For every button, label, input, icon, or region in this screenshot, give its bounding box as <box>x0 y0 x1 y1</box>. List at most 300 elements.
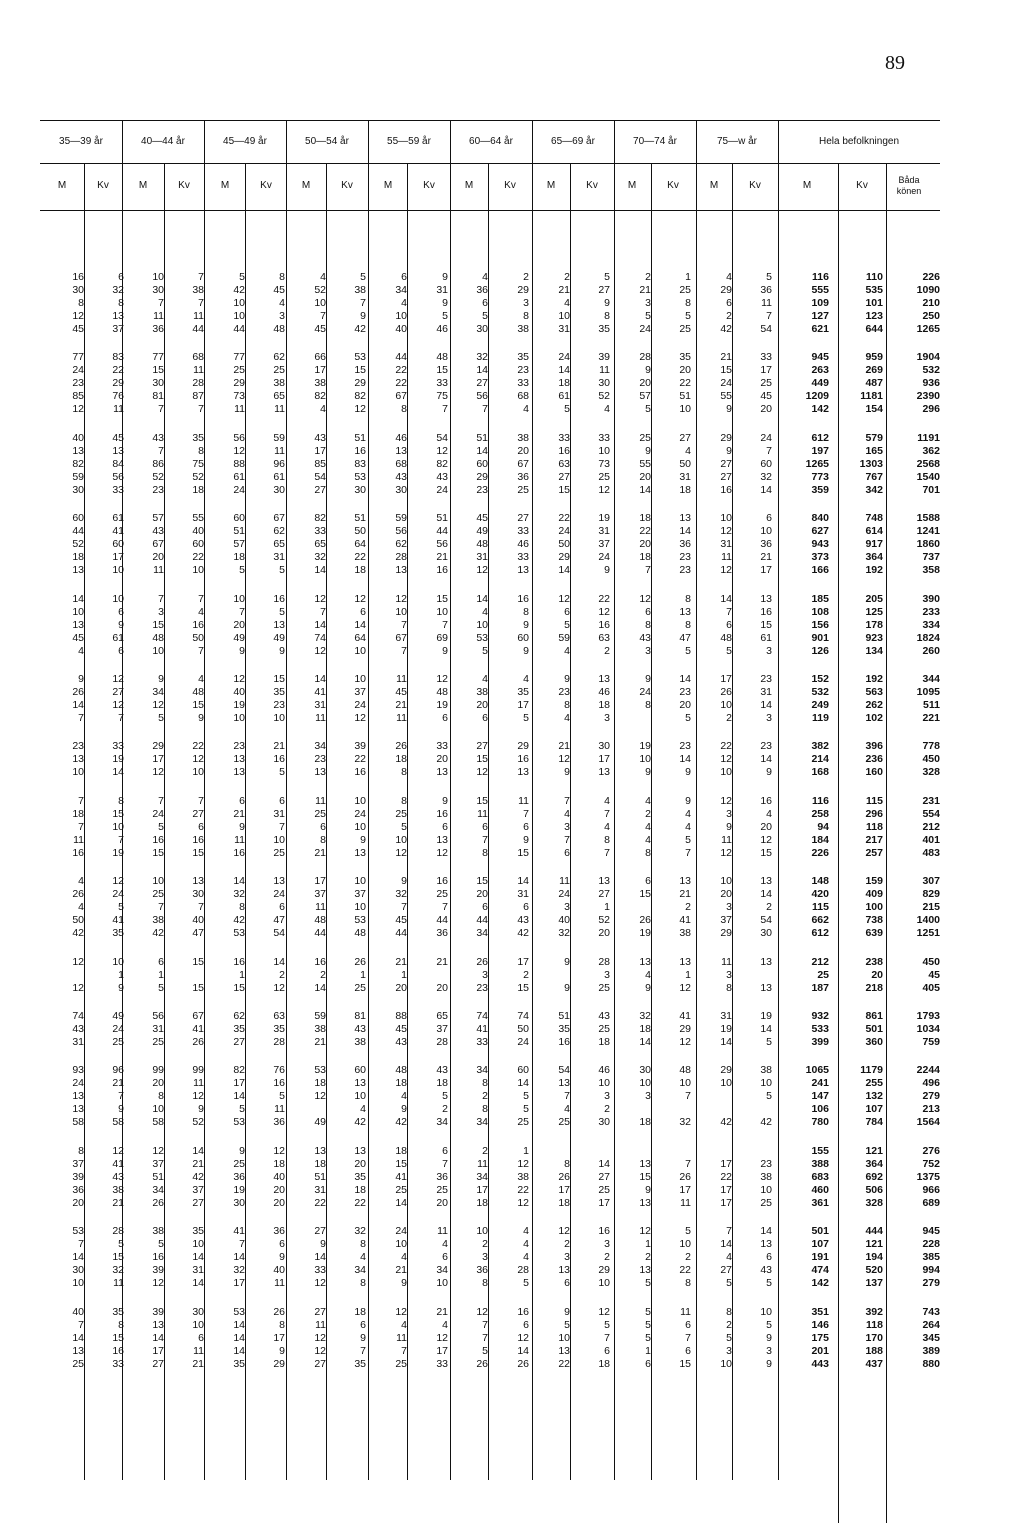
table-cell: 137 <box>865 1277 883 1290</box>
table-cell: 12 <box>436 673 448 685</box>
table-cell: 67 <box>395 390 407 403</box>
table-cell: 34 <box>476 1170 488 1183</box>
table-cell: 12 <box>720 794 732 807</box>
table-cell: 12 <box>152 699 164 711</box>
subcolumn-divider <box>84 163 85 1480</box>
table-cell: 83 <box>112 351 124 364</box>
table-cell: 52 <box>598 390 610 403</box>
table-cell: 44 <box>476 914 488 927</box>
table-cell: 38 <box>679 927 691 940</box>
table-cell: 6 <box>523 901 529 914</box>
table-cell: 43 <box>639 631 651 644</box>
table-cell: 12 <box>72 981 84 994</box>
table-cell: 13 <box>558 1264 570 1277</box>
table-cell: 84 <box>112 457 124 470</box>
table-cell: 236 <box>865 753 883 766</box>
table-cell: 12 <box>476 766 488 779</box>
table-cell: 16 <box>273 753 285 766</box>
table-cell: 8 <box>482 1103 488 1116</box>
table-cell: 214 <box>811 753 829 766</box>
table-cell: 39 <box>152 1305 164 1318</box>
table-cell: 57 <box>233 538 245 551</box>
table-cell: 7 <box>564 794 570 807</box>
table-cell: 10 <box>760 1183 772 1196</box>
table-cell: 20 <box>152 1077 164 1090</box>
sex-column-header: M <box>802 180 812 191</box>
table-cell: 22 <box>395 364 407 377</box>
table-cell: 25 <box>517 483 529 496</box>
table-cell: 759 <box>922 1036 940 1048</box>
table-cell: 26 <box>273 1305 285 1318</box>
table-cell: 4 <box>482 673 488 685</box>
table-cell: 5 <box>685 644 691 657</box>
table-cell: 12 <box>314 1090 326 1103</box>
table-cell: 32 <box>558 927 570 940</box>
table-cell: 7 <box>564 1090 570 1103</box>
table-cell: 168 <box>811 766 829 779</box>
table-cell: 6 <box>442 820 448 833</box>
table-cell: 4 <box>523 1225 529 1238</box>
table-cell: 945 <box>922 1225 940 1238</box>
table-cell: 2 <box>766 901 772 914</box>
table-cell: 405 <box>922 981 940 994</box>
table-cell: 35 <box>354 1357 366 1370</box>
sex-column-header: Kv <box>260 180 272 191</box>
table-cell: 9 <box>645 444 651 457</box>
table-cell: 16 <box>72 846 84 859</box>
table-cell: 13 <box>354 1077 366 1090</box>
table-cell: 10 <box>112 564 124 577</box>
table-cell: 43 <box>598 1010 610 1022</box>
table-cell: 1191 <box>917 431 940 444</box>
table-cell: 10 <box>273 833 285 846</box>
table-cell: 121 <box>865 1238 883 1251</box>
table-cell: 74 <box>314 631 326 644</box>
table-cell: 57 <box>152 512 164 525</box>
table-cell: 108 <box>811 605 829 618</box>
table-cell: 2244 <box>916 1064 940 1077</box>
table-cell: 24 <box>395 1225 407 1238</box>
table-cell: 13 <box>760 981 772 994</box>
table-cell: 10 <box>639 753 651 766</box>
table-cell: 4 <box>78 644 84 657</box>
table-cell: 48 <box>354 927 366 940</box>
table-cell: 20 <box>760 403 772 416</box>
table-cell: 125 <box>865 605 883 618</box>
table-cell: 75 <box>436 390 448 403</box>
table-cell: 59 <box>395 512 407 525</box>
table-cell: 16 <box>558 1036 570 1048</box>
table-cell: 23 <box>558 686 570 698</box>
table-cell: 24 <box>112 888 124 901</box>
table-cell: 8 <box>726 981 732 994</box>
table-cell: 11 <box>234 833 245 846</box>
table-cell: 8 <box>523 310 529 322</box>
table-cell: 18 <box>558 377 570 390</box>
table-cell: 943 <box>811 538 829 551</box>
table-cell: 8 <box>645 846 651 859</box>
table-cell: 101 <box>865 297 883 309</box>
table-cell: 511 <box>923 699 940 711</box>
table-cell: 15 <box>192 699 204 711</box>
table-cell: 21 <box>233 807 245 820</box>
table-cell: 7 <box>401 901 407 914</box>
table-cell: 11 <box>315 901 326 914</box>
column-divider <box>778 120 779 1480</box>
table-cell: 390 <box>922 592 940 605</box>
table-cell: 16 <box>192 618 204 631</box>
table-cell: 85 <box>314 457 326 470</box>
table-cell: 12 <box>517 1196 529 1209</box>
table-cell: 8 <box>279 271 285 283</box>
table-cell: 9 <box>118 1103 124 1116</box>
table-cell: 34 <box>354 1264 366 1277</box>
table-cell: 23 <box>517 364 529 377</box>
table-cell: 8 <box>239 901 245 914</box>
table-cell: 1588 <box>916 512 940 525</box>
table-cell: 269 <box>865 364 883 377</box>
table-cell: 12 <box>72 955 84 968</box>
subcolumn-divider <box>326 163 327 1480</box>
table-cell: 6 <box>442 1144 448 1157</box>
table-cell: 19 <box>639 927 651 940</box>
table-cell: 554 <box>922 807 940 820</box>
table-cell: 5 <box>604 271 610 283</box>
table-cell: 10 <box>558 310 570 322</box>
table-cell: 5 <box>482 310 488 322</box>
table-cell: 26 <box>558 1170 570 1183</box>
table-cell: 51 <box>233 525 245 538</box>
table-cell: 19 <box>112 846 124 859</box>
table-cell: 6 <box>645 1357 651 1370</box>
table-cell: 19 <box>233 1183 245 1196</box>
table-cell: 3 <box>523 297 529 309</box>
table-cell: 221 <box>922 712 940 724</box>
table-cell: 55 <box>192 512 204 525</box>
table-cell: 26 <box>72 686 84 698</box>
table-cell: 4 <box>523 1251 529 1264</box>
table-cell: 14 <box>233 875 245 888</box>
table-cell: 5 <box>685 310 691 322</box>
table-cell: 12 <box>476 564 488 577</box>
table-cell: 31 <box>760 686 772 698</box>
table-cell: 9 <box>401 875 407 888</box>
table-cell: 4 <box>198 605 204 618</box>
table-cell: 12 <box>273 981 285 994</box>
table-cell: 45 <box>928 968 940 981</box>
table-cell: 9 <box>442 794 448 807</box>
table-cell: 218 <box>865 981 883 994</box>
table-cell: 107 <box>865 1103 883 1116</box>
table-cell: 16 <box>152 833 164 846</box>
table-cell: 401 <box>922 833 940 846</box>
table-cell: 5 <box>645 403 651 416</box>
table-cell: 501 <box>865 1023 883 1035</box>
table-cell: 25 <box>817 968 829 981</box>
table-cell: 55 <box>639 457 651 470</box>
table-cell: 18 <box>558 1196 570 1209</box>
table-cell: 737 <box>922 551 940 564</box>
table-cell: 12 <box>152 766 164 779</box>
table-cell: 27 <box>679 431 691 444</box>
header-bottom-rule <box>40 210 940 211</box>
table-cell: 17 <box>517 955 529 968</box>
table-cell: 65 <box>314 538 326 551</box>
table-cell: 7 <box>78 1318 84 1331</box>
table-cell: 49 <box>476 525 488 538</box>
table-cell: 13 <box>72 564 84 577</box>
table-cell: 10 <box>354 875 366 888</box>
table-cell: 110 <box>866 271 883 283</box>
table-cell: 18 <box>639 512 651 525</box>
table-cell: 35 <box>233 1357 245 1370</box>
table-cell: 10 <box>233 712 245 724</box>
table-cell: 40 <box>395 323 407 335</box>
table-cell: 43 <box>395 470 407 483</box>
table-cell: 22 <box>558 512 570 525</box>
table-cell: 1090 <box>916 284 940 296</box>
table-cell: 2390 <box>916 390 940 403</box>
table-cell: 14 <box>639 1036 651 1048</box>
table-cell: 38 <box>517 431 529 444</box>
table-cell: 5 <box>645 1277 651 1290</box>
age-group-header: 35—39 år <box>59 136 103 147</box>
table-cell: 178 <box>865 618 883 631</box>
table-cell: 10 <box>679 1238 691 1251</box>
table-cell: 4 <box>401 1090 407 1103</box>
table-cell: 134 <box>865 644 883 657</box>
table-cell: 10 <box>192 564 204 577</box>
table-cell: 14 <box>314 981 326 994</box>
table-cell: 449 <box>811 377 829 390</box>
table-cell: 24 <box>558 525 570 538</box>
table-cell: 6 <box>482 820 488 833</box>
table-cell: 30 <box>192 888 204 901</box>
table-cell: 40 <box>273 1170 285 1183</box>
table-cell: 9 <box>442 271 448 283</box>
table-cell: 3 <box>604 712 610 724</box>
table-cell: 450 <box>922 955 940 968</box>
table-cell: 63 <box>558 457 570 470</box>
table-cell: 14 <box>679 753 691 766</box>
table-cell: 3 <box>766 1344 772 1357</box>
table-cell: 15 <box>152 846 164 859</box>
table-cell: 68 <box>192 351 204 364</box>
table-cell: 8 <box>320 833 326 846</box>
table-cell: 1 <box>604 901 610 914</box>
table-cell: 8 <box>523 605 529 618</box>
table-cell: 15 <box>112 1331 124 1344</box>
table-cell: 24 <box>354 699 366 711</box>
table-cell: 279 <box>922 1090 940 1103</box>
table-cell: 25 <box>598 1023 610 1035</box>
table-cell: 4 <box>442 1238 448 1251</box>
table-cell: 37 <box>720 914 732 927</box>
table-cell: 52 <box>314 284 326 296</box>
table-cell: 8 <box>360 1277 366 1290</box>
table-cell: 99 <box>192 1064 204 1077</box>
table-cell: 15 <box>517 846 529 859</box>
table-cell: 23 <box>152 483 164 496</box>
table-cell: 13 <box>558 1077 570 1090</box>
table-cell: 9 <box>766 1331 772 1344</box>
table-cell: 31 <box>192 1264 204 1277</box>
table-cell: 14 <box>192 1251 204 1264</box>
table-cell: 10 <box>152 875 164 888</box>
table-cell: 4 <box>604 820 610 833</box>
table-cell: 40 <box>233 686 245 698</box>
table-cell: 23 <box>273 699 285 711</box>
table-cell: 3 <box>482 1251 488 1264</box>
table-cell: 8 <box>279 1318 285 1331</box>
table-cell: 22 <box>192 551 204 564</box>
table-cell: 25 <box>314 807 326 820</box>
table-cell: 32 <box>679 1116 691 1129</box>
table-cell: 364 <box>865 1157 883 1170</box>
table-cell: 12 <box>152 1277 164 1290</box>
table-cell: 65 <box>273 390 285 403</box>
table-cell: 42 <box>760 1116 772 1129</box>
table-cell: 13 <box>152 1318 164 1331</box>
table-cell: 43 <box>517 914 529 927</box>
table-cell: 5 <box>482 1344 488 1357</box>
table-cell: 53 <box>233 927 245 940</box>
table-cell: 51 <box>558 1010 570 1022</box>
table-cell: 46 <box>598 1064 610 1077</box>
table-cell: 5 <box>239 564 245 577</box>
table-cell: 18 <box>314 1157 326 1170</box>
table-cell: 5 <box>766 1090 772 1103</box>
table-cell: 3 <box>564 901 570 914</box>
table-cell: 45 <box>72 323 84 335</box>
table-cell: 33 <box>436 740 448 753</box>
table-cell: 121 <box>865 1144 883 1157</box>
table-cell: 12 <box>192 753 204 766</box>
table-cell: 1 <box>360 968 366 981</box>
table-cell: 535 <box>865 284 883 296</box>
table-cell: 9 <box>320 1238 326 1251</box>
table-cell: 11 <box>274 1277 285 1290</box>
table-cell: 30 <box>192 1305 204 1318</box>
table-cell: 146 <box>811 1318 829 1331</box>
table-cell: 9 <box>726 403 732 416</box>
table-cell: 8 <box>685 297 691 309</box>
table-cell: 8 <box>685 618 691 631</box>
table-cell: 279 <box>922 1277 940 1290</box>
table-cell: 30 <box>354 483 366 496</box>
table-cell: 7 <box>482 1331 488 1344</box>
table-cell: 359 <box>811 483 829 496</box>
table-cell: 17 <box>720 1196 732 1209</box>
table-cell: 20 <box>598 927 610 940</box>
table-cell: 5 <box>118 901 124 914</box>
age-group-header: 60—64 år <box>469 136 513 147</box>
table-cell: 5 <box>158 1238 164 1251</box>
table-cell: 450 <box>922 753 940 766</box>
table-cell: 29 <box>476 470 488 483</box>
table-cell: 11 <box>315 1318 326 1331</box>
table-cell: 22 <box>679 1264 691 1277</box>
table-cell: 10 <box>72 605 84 618</box>
sex-column-header: Kv <box>178 180 190 191</box>
table-cell: 58 <box>112 1116 124 1129</box>
table-cell: 9 <box>118 618 124 631</box>
table-cell: 81 <box>152 390 164 403</box>
table-cell: 35 <box>517 686 529 698</box>
table-cell: 31 <box>476 551 488 564</box>
table-cell: 213 <box>922 1103 940 1116</box>
table-cell: 5 <box>158 712 164 724</box>
table-cell: 250 <box>922 310 940 322</box>
table-cell: 342 <box>865 483 883 496</box>
table-cell: 17 <box>314 364 326 377</box>
table-cell: 16 <box>598 1225 610 1238</box>
table-cell: 25 <box>598 981 610 994</box>
table-cell: 33 <box>112 1357 124 1370</box>
table-cell: 8 <box>401 794 407 807</box>
table-cell: 4 <box>685 820 691 833</box>
table-cell: 17 <box>598 1196 610 1209</box>
table-cell: 8 <box>401 403 407 416</box>
table-cell: 31 <box>720 538 732 551</box>
table-cell: 7 <box>78 712 84 724</box>
table-cell: 3 <box>766 712 772 724</box>
table-cell: 6 <box>685 1344 691 1357</box>
table-cell: 13 <box>72 444 84 457</box>
table-cell: 12 <box>273 1144 285 1157</box>
table-cell: 11 <box>559 875 570 888</box>
table-cell: 11 <box>274 444 285 457</box>
table-cell: 9 <box>645 766 651 779</box>
table-cell: 14 <box>354 618 366 631</box>
table-cell: 29 <box>720 927 732 940</box>
table-cell: 25 <box>558 1116 570 1129</box>
table-cell: 9 <box>564 673 570 685</box>
table-cell: 44 <box>436 525 448 538</box>
table-cell: 13 <box>598 673 610 685</box>
table-cell: 38 <box>354 284 366 296</box>
table-cell: 42 <box>720 1116 732 1129</box>
table-cell: 10 <box>436 605 448 618</box>
table-cell: 22 <box>679 377 691 390</box>
table-cell: 20 <box>476 699 488 711</box>
table-cell: 11 <box>193 310 204 322</box>
table-cell: 7 <box>198 794 204 807</box>
table-cell: 26 <box>72 888 84 901</box>
table-cell: 840 <box>811 512 829 525</box>
sex-column-header: Kv <box>504 180 516 191</box>
table-cell: 212 <box>922 820 940 833</box>
table-cell: 1095 <box>916 686 940 698</box>
table-cell: 6 <box>726 618 732 631</box>
table-cell: 22 <box>354 753 366 766</box>
table-cell: 5 <box>685 712 691 724</box>
table-cell: 15 <box>112 807 124 820</box>
table-cell: 51 <box>476 431 488 444</box>
table-cell: 21 <box>760 551 772 564</box>
table-cell: 51 <box>436 512 448 525</box>
table-cell: 65 <box>436 1010 448 1022</box>
table-cell: 12 <box>72 403 84 416</box>
table-cell: 24 <box>639 323 651 335</box>
table-cell: 7 <box>198 403 204 416</box>
table-cell: 10 <box>760 1077 772 1090</box>
table-cell: 35 <box>558 1023 570 1035</box>
table-cell: 38 <box>760 1170 772 1183</box>
table-cell: 17 <box>517 699 529 711</box>
table-cell: 15 <box>476 875 488 888</box>
table-cell: 31 <box>314 699 326 711</box>
